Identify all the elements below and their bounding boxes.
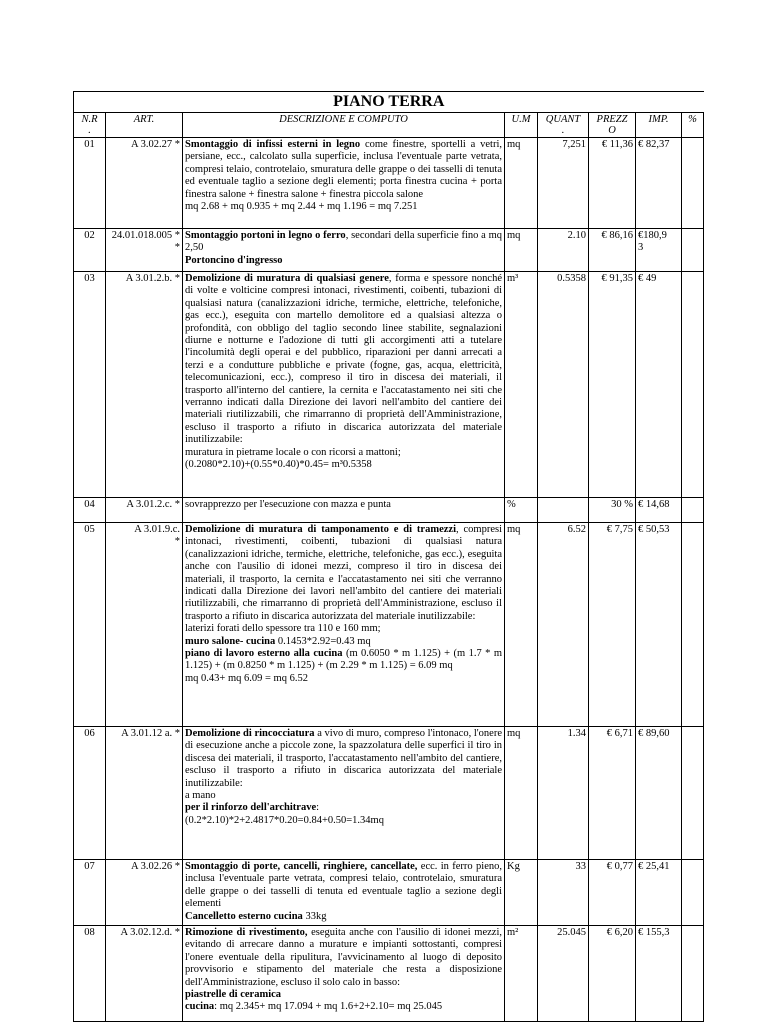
col-header-art: ART. <box>106 113 183 138</box>
cell-amount: € 89,60 <box>636 727 682 860</box>
cell-description <box>183 926 505 1022</box>
item-detail-label: piastrelle di ceramica <box>185 989 282 1001</box>
cell-quantity: 6.52 <box>538 523 589 727</box>
page-title: PIANO TERRA <box>74 92 704 113</box>
table-row <box>74 860 704 926</box>
cell-description <box>183 860 505 926</box>
item-text: , compresi intonaci, rivestimenti, coibenti, tubazioni di qualsiasi natura (canalizzazioni idriche, termiche, elettriche, telefoniche, gas ecc.), eseguita anche con l'ausilio di idonei mezzi, compreso il tiro in discesa dei materiali, il trasporto, la cernita e l'accatastamento nei siti che verranno indicati dalla Direzione dei lavori nell'ambito del cantiere dei materiali riutilizzabili, che rimarranno di proprietà dell'Amministrazione, escluso il trasporto a rifiuto in discarica autorizzata del materiale inutilizzabile: <box>185 524 502 622</box>
col-header-quant: QUANT . <box>538 113 589 138</box>
cell-price: € 91,35 <box>589 272 636 498</box>
cell-nr: 06 <box>74 727 106 860</box>
cell-quantity: 1.34 <box>538 727 589 860</box>
cell-um: mq <box>505 138 538 229</box>
item-detail-label: per il rinforzo dell'architrave <box>185 802 317 814</box>
item-title: Rimozione di rivestimento, <box>185 927 308 938</box>
cell-nr: 05 <box>74 523 106 727</box>
cell-percent <box>682 860 704 926</box>
item-title: Smontaggio portoni in legno o ferro <box>185 230 346 241</box>
item-calculation: (0.2*2.10)*2+2.4817*0.20=0.84+0.50=1.34mq <box>185 814 384 826</box>
item-text: sovrapprezzo per l'esecuzione con mazza e punta <box>185 499 391 510</box>
item-title: Demolizione di muratura di qualsiasi genere <box>185 273 389 284</box>
col-header-um: U.M <box>505 113 538 138</box>
cell-art: A 3.02.12.d. * <box>106 926 183 1022</box>
item-title: Smontaggio di infissi esterni in legno <box>185 139 361 150</box>
cell-amount: €180,9 3 <box>636 229 682 272</box>
item-detail-label: muro salone- cucina <box>185 635 276 647</box>
cell-percent <box>682 926 704 1022</box>
cell-price: 30 % <box>589 498 636 523</box>
item-calculation: mq 2.68 + mq 0.935 + mq 2.44 + mq 1.196 = mq 7.251 <box>185 201 418 213</box>
table-row <box>74 229 704 272</box>
cell-art: A 3.02.26 * <box>106 860 183 926</box>
cell-quantity: 2.10 <box>538 229 589 272</box>
cell-amount: € 82,37 <box>636 138 682 229</box>
cell-description <box>183 498 505 523</box>
item-detail-label: Cancelletto esterno cucina <box>185 910 303 922</box>
cell-amount: € 49 <box>636 272 682 498</box>
item-detail-line <box>185 648 502 673</box>
header-row <box>74 113 704 138</box>
table-row <box>74 272 704 498</box>
cell-price: € 6,20 <box>589 926 636 1022</box>
table-row <box>74 498 704 523</box>
cell-quantity: 0.5358 <box>538 272 589 498</box>
cell-um: mq <box>505 727 538 860</box>
item-calculation: mq 0.43+ mq 6.09 = mq 6.52 <box>185 672 308 684</box>
cell-nr: 04 <box>74 498 106 523</box>
cell-amount: € 50,53 <box>636 523 682 727</box>
cell-um: m² <box>505 926 538 1022</box>
item-subtype: muratura in pietrame locale o con ricorsi a mattoni; <box>185 446 401 458</box>
cell-quantity: 7,251 <box>538 138 589 229</box>
col-header-prezzo: PREZZ O <box>589 113 636 138</box>
item-text: a vivo di muro, compreso l'intonaco, l'onere di esecuzione anche a piccole zone, la spazzolatura delle superfici il tiro in discesa dei materiali, il trasporto, l'accatastamento nell'ambito del cantiere, escluso il trasporto a rifiuto in discarica autorizzata del materiale inutilizzabile: <box>185 728 502 789</box>
cell-percent <box>682 523 704 727</box>
col-header-desc: DESCRIZIONE E COMPUTO <box>183 113 505 138</box>
col-header-imp: IMP. <box>636 113 682 138</box>
cell-description <box>183 229 505 272</box>
cell-amount: € 25,41 <box>636 860 682 926</box>
cell-percent <box>682 727 704 860</box>
item-text: , secondari della superficie fino a mq 2,50 <box>185 230 502 254</box>
cell-art: A 3.01.9.c. * <box>106 523 183 727</box>
cell-percent <box>682 498 704 523</box>
item-location: Portoncino d'ingresso <box>185 254 283 266</box>
cell-quantity: 33 <box>538 860 589 926</box>
item-detail-line <box>185 802 502 814</box>
table-row <box>74 727 704 860</box>
cell-price: € 11,36 <box>589 138 636 229</box>
estimate-table <box>73 91 704 1022</box>
cell-um: % <box>505 498 538 523</box>
cell-quantity: 25.045 <box>538 926 589 1022</box>
cell-quantity <box>538 498 589 523</box>
item-detail-value: (m 0.6050 * m 1.125) + (m 1.7 * m 1.125) + (m 0.8250 * m 1.125) + (m 2.29 * m 1.125) = 6.09 mq <box>185 648 502 672</box>
cell-description <box>183 272 505 498</box>
item-detail-value: : <box>316 802 320 814</box>
item-detail-line <box>185 636 502 648</box>
cell-amount: € 14,68 <box>636 498 682 523</box>
item-text: come finestre, sportelli a vetri, persiane, ecc., calcolato sulla superficie, inclusa l'eventuale parte vetrata, compresi telaio, controtelaio, smuratura delle grappe o dei tasselli di tenuta ed eventuale taglio a sezione degli elementi; porta finestra cucina + porta finestra salone + finestra salone + finestra piccola salone <box>185 139 502 200</box>
cell-art: A 3.02.27 * <box>106 138 183 229</box>
cell-um: m³ <box>505 272 538 498</box>
col-header-nr: N.R . <box>74 113 106 138</box>
cell-nr: 02 <box>74 229 106 272</box>
cell-um: mq <box>505 523 538 727</box>
cell-amount: € 155,3 <box>636 926 682 1022</box>
item-subtype: a mano <box>185 790 216 802</box>
cell-art: 24.01.018.005 * * <box>106 229 183 272</box>
cell-price: € 0,77 <box>589 860 636 926</box>
table-row <box>74 523 704 727</box>
cell-description <box>183 138 505 229</box>
title-row <box>74 92 704 113</box>
item-title: Smontaggio di porte, cancelli, ringhiere, cancellate, <box>185 861 418 872</box>
item-detail-label: piano di lavoro esterno alla cucina <box>185 648 343 660</box>
document-sheet <box>73 91 703 1024</box>
cell-percent <box>682 138 704 229</box>
col-header-pct: % <box>682 113 704 138</box>
cell-art: A 3.01.2.c. * <box>106 498 183 523</box>
item-text: ecc. in ferro pieno, inclusa l'eventuale parte vetrata, compresi telaio, controtelaio, smuratura delle grappe o dei tasselli di tenuta ed eventuale taglio a sezione degli elementi <box>185 861 502 910</box>
cell-nr: 01 <box>74 138 106 229</box>
item-detail-value: : mq 2.345+ mq 17.094 + mq 1.6+2+2.10= mq 25.045 <box>214 1001 443 1013</box>
cell-nr: 07 <box>74 860 106 926</box>
item-text: , forma e spessore nonché di volte e volticine compresi intonaci, rivestimenti, coibenti, tubazioni di qualsiasi natura (canalizzazioni idriche, termiche, elettriche, telefoniche, gas ecc.), eseguita con martello demolitore ed a qualsiasi altezza o profondità, con obbligo del taglio secondo linee stabilite, segnalazioni diurne e notturne e l'adozione di tutti gli accorgimenti atti a tutelare l'incolumità degli operai e del pubblico, riparazioni per danni arrecati a terzi e a condutture pubbliche e private (fogne, gas, acqua, elettricità, telecomunicazioni, ecc.), compreso il tiro in discesa dei materiali, il trasporto all'interno del cantiere, la cernita e l'accatastamento nei siti che verranno indicati dalla Direzione dei lavori nell'ambito del cantiere dei materiali riutilizzabili, che rimarranno di proprietà dell'Amministrazione, escluso il trasporto a rifiuto in discarica autorizzata del materiale inutilizzabile: <box>185 273 502 446</box>
item-calculation: (0.2080*2.10)+(0.55*0.40)*0.45= m³0.5358 <box>185 459 372 471</box>
item-text: eseguita anche con l'ausilio di idonei mezzi, evitando di arrecare danno a murature e impianti sottostanti, compresi l'onere eventuale della ripulitura, l'avvicinamento al luogo di deposito provvisorio e stipamento del materiale che resta a disposizione dell'Amministrazione, escluso il solo calo in basso: <box>185 927 502 988</box>
item-title: Demolizione di rincocciatura <box>185 728 315 739</box>
cell-um: Kg <box>505 860 538 926</box>
cell-um: mq <box>505 229 538 272</box>
item-subtype: laterizi forati dello spessore tra 110 e 160 mm; <box>185 623 381 635</box>
cell-percent <box>682 272 704 498</box>
cell-description <box>183 727 505 860</box>
cell-art: A 3.01.12 a. * <box>106 727 183 860</box>
item-title: Demolizione di muratura di tamponamento e di tramezzi <box>185 524 456 535</box>
cell-price: € 6,71 <box>589 727 636 860</box>
item-detail-value: 0.1453*2.92=0.43 mq <box>275 635 371 647</box>
cell-art: A 3.01.2.b. * <box>106 272 183 498</box>
table-row <box>74 138 704 229</box>
cell-description <box>183 523 505 727</box>
cell-nr: 03 <box>74 272 106 498</box>
table-row <box>74 926 704 1022</box>
item-detail-line <box>185 989 502 1001</box>
item-detail-line <box>185 1001 502 1013</box>
item-detail-label: cucina <box>185 1001 215 1013</box>
cell-price: € 86,16 <box>589 229 636 272</box>
cell-nr: 08 <box>74 926 106 1022</box>
item-detail-line <box>185 911 502 923</box>
item-detail-value: 33kg <box>302 910 327 922</box>
cell-price: € 7,75 <box>589 523 636 727</box>
cell-percent <box>682 229 704 272</box>
